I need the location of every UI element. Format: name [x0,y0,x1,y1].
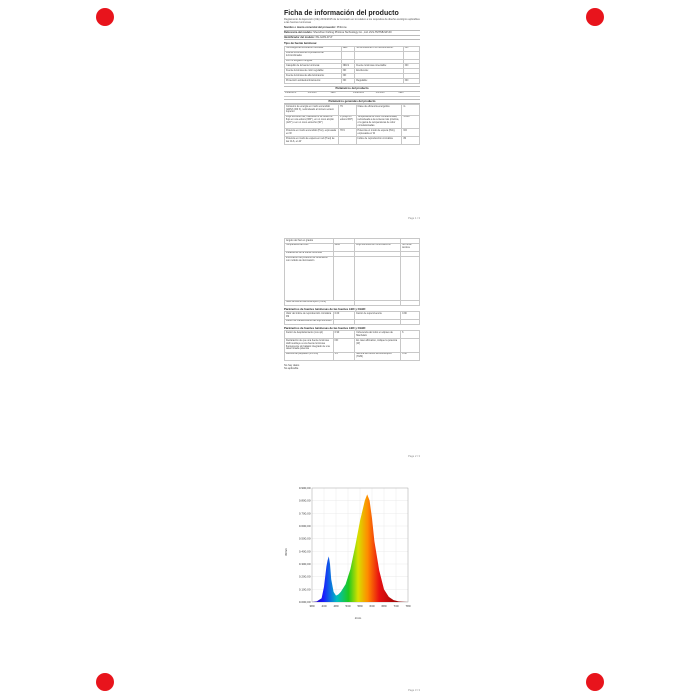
table-cell: Protección antideslumbramiento: [285,79,342,84]
corner-marker-top-right [586,8,604,26]
table-cell: Tecnología de iluminación utilizada: [285,46,342,51]
params-header-row [284,92,420,96]
table-cell: 80 [402,137,420,145]
params-header-table [284,92,420,97]
supplier-value: Philzone [336,26,347,30]
table-cell: Clase de eficiencia energética [356,105,402,116]
table-cell: Sin envolvente o sin recubrimiento: [355,46,404,51]
identifier-line [284,36,420,41]
table-cell: Fuente luminosa conectable: [355,64,404,69]
table-cell [355,51,404,59]
led-table [284,311,420,325]
spectrum-chart [282,482,414,622]
table-cell: Declaración de que una fuente luminosa LED sustituye a una fuente luminosa fluorescente sin balasto integrado de una determinada potencia [285,339,334,353]
table-cell: NO [333,339,355,353]
y-tick-label: 0.800,00 [298,498,311,503]
table-cell: Temperatura de color correlacionada, redondeada a la centena más próxima, o la gama de temperaturas de color correlacionadas [356,115,402,129]
supplier-label: Nombre o marca comercial del proveedor: [284,26,337,30]
x-tick-label: 780 [405,604,411,608]
led2-table [284,330,420,360]
table-cell [339,137,357,145]
table-cell: NO [402,129,420,137]
section-led2-heading: Parámetros de fuentes luminosas de las fuentes LED y OLED [284,325,366,330]
table-row [285,115,420,129]
corner-marker-bottom-right [586,673,604,691]
page-number: Page 1 / 3 [408,217,420,220]
column-header: Valor [397,92,420,96]
table-cell: Fuente luminosa de la portadora de luz/combinada: [285,51,342,59]
table-cell: Temperatura de color [285,243,334,251]
nm-label: Nivel de efecto estroboscópico (SVM) [285,300,355,305]
y-tick-label: 0.000,00 [298,600,311,604]
table-cell: 6 [401,331,420,339]
table-cell: Fuente luminosa de alta luminancia: [285,74,342,79]
page-number: Page 3 / 3 [408,689,420,692]
table-cell: Parámetros de la fuente luminosa [285,251,334,256]
table-row [285,137,420,145]
table-cell: NO [341,74,355,79]
table-cell: 4.000 [402,115,420,129]
x-tick-label: 430 [321,604,327,608]
table-cell: NO [403,79,419,84]
table-row [285,312,420,320]
y-tick-label: 0.200,00 [298,574,311,579]
table-cell: Casquillo de la fuente luminosa: [285,64,342,69]
x-tick-label: 380 [309,604,315,608]
document-page-2 [284,238,420,458]
table-cell: Factor de supervivencia [355,312,401,320]
table-cell: 0.90 [401,312,420,320]
note-2: No aplicable [284,367,299,371]
table-cell: 0.40 [401,352,420,360]
y-tick-label: 0.400,00 [298,549,311,554]
column-header: Parámetro [352,92,375,96]
table-cell: Regulable: [355,79,404,84]
document-intro: Reglamento de Ejecución (UE) 2019/2015 de la Comisión en lo relativo a los requisitos de diseño ecológico aplicables a las fuentes luminosas [284,18,420,25]
table-cell: Luz no dirigida o dirigida: [285,59,342,64]
table-cell: 0.00 [333,312,355,320]
section-led-heading: Parámetros de fuentes luminosas de las fuentes LED y OLED [284,306,366,311]
x-axis-label: λ/nm [354,616,362,620]
x-tick-label: 630 [369,604,375,608]
model-label: Referencia del modelo: [284,31,313,34]
table-cell: Factor de desplazamiento (cos φ1) [285,331,334,339]
table-cell: Ángulo del haz en grados [285,239,334,244]
column-header: Parámetro [284,92,307,96]
table-cell: Fuente luminosa de color regulable: [285,69,342,74]
page2-top-table [284,238,420,306]
identifier-label: Identificador del modelo: [284,35,315,39]
column-header: Símbolo [375,92,398,96]
table-cell: Flujo luminoso útil, indicando si se refiere al flujo en una esfera (360°), en un cono amplio (120°) o en un cono estrecho (90°) [285,115,339,129]
section-type-heading: Tipo de fuente luminosa: [284,41,318,46]
y-tick-label: 0.700,00 [298,511,311,516]
table-cell [401,339,420,353]
y-tick-label: 0.500,00 [298,536,311,541]
column-header: Símbolo [307,92,330,96]
table-cell: Métrica del efecto estroboscópico (SVM) [355,352,401,360]
y-tick-label: 0.300,00 [298,562,311,566]
section-params-heading: Parámetros del producto [284,86,420,92]
table-cell: 79 [339,105,357,116]
type-table [284,46,420,84]
column-header: Valor [329,92,352,96]
table-row [285,319,420,324]
table-cell: Consumo de energía en modo encendido (kWh/1 000 h), redondeado al número entero superior [285,105,339,116]
x-tick-label: 580 [357,604,363,608]
table-cell [341,51,355,59]
y-tick-label: 0.100,00 [298,587,311,592]
table-cell: Ver ficha técnica [401,243,420,251]
x-tick-label: 680 [381,604,387,608]
table-cell: G [402,105,420,116]
table-row [285,331,420,339]
y-axis-label: W/nm [284,548,288,556]
identifier-value: PH-GW3-07-P [315,35,333,39]
table-cell: Índice de reproducción cromática [356,137,402,145]
general-table [284,104,420,145]
table-cell: Coherencia del color en elipses de MacAdam [355,331,401,339]
table-cell: Métrica del parpadeo (Pst LM) [285,352,334,360]
x-tick-label: 480 [333,604,339,608]
table-cell [333,319,355,324]
table-cell: Potencia en modo de espera (Psb), expresada en W [356,129,402,137]
x-tick-label: 730 [393,604,399,608]
stacked-text-cell: Información de producto de iluminación con módulo de iluminación [285,256,334,300]
table-cell: NO [403,64,419,69]
table-row [285,105,420,116]
table-row [285,339,420,353]
table-row [285,79,420,84]
document-page-1 [284,8,420,220]
table-cell: NDLS [341,64,355,69]
table-cell: 78.9 [339,129,357,137]
table-cell: LED [341,46,355,51]
table-cell: 0 (Flujo en esfera 360°) [339,115,357,129]
table-cell: Factor de mantenimiento del flujo luminoso [286,319,332,323]
table-cell: NO [341,79,355,84]
table-cell: En caso afirmativo, indique la potencia (W) [355,339,401,353]
corner-marker-top-left [96,8,114,26]
table-row [285,352,420,360]
document-title: Ficha de información del producto [284,10,399,17]
table-cell: Potencia en modo encendido (Pon), expresada en W [285,129,339,137]
page-number: Page 2 / 3 [408,455,420,458]
table-row [285,243,420,251]
table-cell: Envolvente: [355,69,404,74]
table-cell: NO [403,46,419,51]
table-row [285,51,420,59]
table-cell [355,319,401,324]
y-tick-label: 0.900,00 [298,486,311,490]
table-cell: 1.0 [333,352,355,360]
table-cell [401,319,420,324]
table-cell: Potencia en modo de espera en red (Pnet) de las CLS, en W [285,137,339,145]
table-cell: 4000 [333,243,355,251]
model-value: Shenzhen Fishing Phizone Technology Co., Ltd. ZLS-7MTSB-SP-60 [313,31,392,34]
table-cell: Flujo luminoso en cono estrecho [355,243,401,251]
table-row [285,129,420,137]
section-general-heading: Parámetros generales del producto [284,99,420,105]
note-1: No hay datos [284,363,300,367]
table-cell: 0.90 [333,331,355,339]
table-cell [403,51,419,59]
corner-marker-bottom-left [96,673,114,691]
x-tick-label: 530 [345,604,351,608]
table-cell: Valor del índice de reproducción cromática R9 [286,311,332,318]
y-tick-label: 0.600,00 [298,524,311,528]
table-cell: NO [341,69,355,74]
